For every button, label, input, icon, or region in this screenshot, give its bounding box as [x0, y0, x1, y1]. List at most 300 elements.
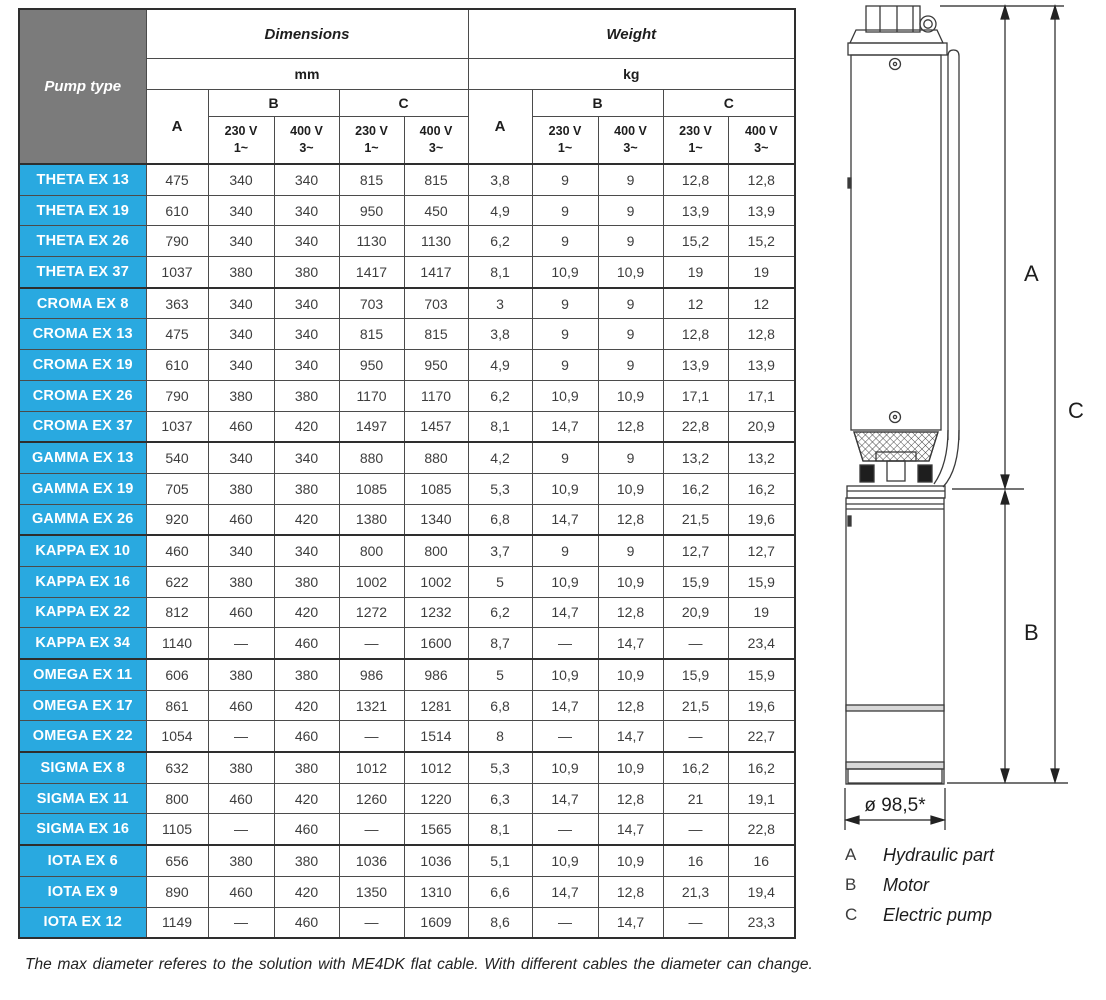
pump-spec-table-wrap	[18, 8, 796, 939]
value-cell: 15,9	[728, 659, 795, 690]
value-cell: 13,9	[728, 195, 795, 226]
pump-type-cell: SIGMA EX 8	[19, 752, 146, 783]
value-cell: 22,7	[728, 721, 795, 752]
value-cell: —	[663, 628, 728, 659]
value-cell: 4,9	[468, 350, 532, 381]
value-cell: 340	[274, 288, 339, 319]
value-cell: 8,1	[468, 411, 532, 442]
value-cell: 790	[146, 380, 208, 411]
value-cell: 20,9	[663, 597, 728, 628]
pump-spec-table	[18, 8, 796, 939]
value-cell: 10,9	[598, 473, 663, 504]
value-cell: 12,8	[598, 597, 663, 628]
value-cell: 9	[532, 195, 598, 226]
value-cell: 815	[339, 164, 404, 195]
value-cell: 1417	[339, 257, 404, 288]
dim-a-col-header: A	[146, 90, 208, 165]
legend-key: B	[845, 875, 857, 894]
value-cell: 460	[208, 504, 274, 535]
pump-type-cell: THETA EX 26	[19, 226, 146, 257]
pump-type-cell: CROMA EX 37	[19, 411, 146, 442]
table-row	[19, 195, 795, 226]
value-cell: 12,8	[598, 783, 663, 814]
pump-drawing-svg	[812, 0, 1106, 945]
value-cell: 9	[532, 350, 598, 381]
value-cell: 21,5	[663, 690, 728, 721]
value-cell: 14,7	[598, 721, 663, 752]
discharge-connector	[866, 6, 920, 32]
value-cell: —	[208, 814, 274, 845]
value-cell: 340	[274, 319, 339, 350]
value-cell: 15,2	[663, 226, 728, 257]
value-cell: 15,2	[728, 226, 795, 257]
value-cell: 9	[598, 226, 663, 257]
wt-c-400v-header: 400 V 3~	[728, 117, 795, 165]
value-cell: 4,2	[468, 442, 532, 473]
value-cell: 9	[598, 195, 663, 226]
value-cell: 812	[146, 597, 208, 628]
value-cell: 5	[468, 566, 532, 597]
value-cell: 13,2	[663, 442, 728, 473]
table-row	[19, 597, 795, 628]
pump-type-cell: KAPPA EX 22	[19, 597, 146, 628]
wt-b-400v-header: 400 V 3~	[598, 117, 663, 165]
value-cell: 815	[404, 319, 468, 350]
value-cell: 420	[274, 783, 339, 814]
value-cell: 10,9	[532, 566, 598, 597]
table-row	[19, 350, 795, 381]
weight-header: Weight	[468, 9, 795, 59]
value-cell: 815	[404, 164, 468, 195]
value-cell: 1036	[404, 845, 468, 876]
value-cell: 14,7	[532, 690, 598, 721]
value-cell: 3,8	[468, 319, 532, 350]
value-cell: 9	[598, 164, 663, 195]
pump-type-cell: SIGMA EX 11	[19, 783, 146, 814]
pump-type-cell: OMEGA EX 11	[19, 659, 146, 690]
table-row	[19, 845, 795, 876]
table-row	[19, 659, 795, 690]
dim-b-230v-header: 230 V 1~	[208, 117, 274, 165]
value-cell: 1105	[146, 814, 208, 845]
value-cell: 460	[208, 597, 274, 628]
dimensions-header: Dimensions	[146, 9, 468, 59]
value-cell: 622	[146, 566, 208, 597]
value-cell: —	[208, 907, 274, 938]
value-cell: 10,9	[598, 257, 663, 288]
value-cell: 14,7	[532, 411, 598, 442]
value-cell: 1085	[339, 473, 404, 504]
value-cell: 14,7	[598, 628, 663, 659]
value-cell: 19,4	[728, 876, 795, 907]
wt-a-col-header: A	[468, 90, 532, 165]
value-cell: 1002	[404, 566, 468, 597]
screw-icon	[890, 59, 901, 423]
cable-channel	[948, 50, 959, 440]
pump-body-drawing	[846, 6, 959, 784]
value-cell: 460	[274, 814, 339, 845]
table-row	[19, 814, 795, 845]
value-cell: 8,6	[468, 907, 532, 938]
value-cell: 340	[274, 350, 339, 381]
table-row	[19, 411, 795, 442]
value-cell: 9	[532, 442, 598, 473]
value-cell: 21	[663, 783, 728, 814]
value-cell: 5,1	[468, 845, 532, 876]
value-cell: —	[663, 814, 728, 845]
dim-label-a: A	[1024, 261, 1039, 286]
value-cell: 10,9	[598, 566, 663, 597]
value-cell: 610	[146, 350, 208, 381]
value-cell: 380	[208, 473, 274, 504]
value-cell: 340	[274, 535, 339, 566]
value-cell: 340	[274, 442, 339, 473]
value-cell: 1417	[404, 257, 468, 288]
value-cell: 14,7	[598, 814, 663, 845]
value-cell: 380	[208, 257, 274, 288]
pump-type-cell: THETA EX 19	[19, 195, 146, 226]
value-cell: 460	[208, 411, 274, 442]
legend-label: Motor	[883, 875, 930, 895]
dim-label-b: B	[1024, 620, 1039, 645]
value-cell: 9	[598, 350, 663, 381]
value-cell: 9	[532, 319, 598, 350]
value-cell: 12,8	[598, 411, 663, 442]
table-row	[19, 783, 795, 814]
wt-c-230v-header: 230 V 1~	[663, 117, 728, 165]
value-cell: 9	[598, 442, 663, 473]
table-row	[19, 164, 795, 195]
value-cell: —	[532, 814, 598, 845]
value-cell: 460	[274, 721, 339, 752]
value-cell: 4,9	[468, 195, 532, 226]
pump-type-cell: CROMA EX 26	[19, 380, 146, 411]
value-cell: 10,9	[598, 659, 663, 690]
value-cell: —	[339, 907, 404, 938]
value-cell: 15,9	[663, 566, 728, 597]
value-cell: 12,8	[598, 876, 663, 907]
value-cell: 340	[208, 350, 274, 381]
pump-type-cell: SIGMA EX 16	[19, 814, 146, 845]
value-cell: 420	[274, 504, 339, 535]
pump-type-cell: THETA EX 13	[19, 164, 146, 195]
value-cell: 1565	[404, 814, 468, 845]
value-cell: 8	[468, 721, 532, 752]
value-cell: 340	[208, 195, 274, 226]
value-cell: 6,8	[468, 690, 532, 721]
value-cell: 1514	[404, 721, 468, 752]
value-cell: 3	[468, 288, 532, 319]
value-cell: 800	[339, 535, 404, 566]
value-cell: 1281	[404, 690, 468, 721]
wt-b-col-header: B	[532, 90, 663, 117]
value-cell: 475	[146, 319, 208, 350]
value-cell: —	[339, 628, 404, 659]
value-cell: 703	[404, 288, 468, 319]
value-cell: 540	[146, 442, 208, 473]
value-cell: 1130	[404, 226, 468, 257]
value-cell: 340	[208, 164, 274, 195]
value-cell: 10,9	[598, 752, 663, 783]
pump-type-cell: CROMA EX 8	[19, 288, 146, 319]
value-cell: 23,4	[728, 628, 795, 659]
table-row	[19, 566, 795, 597]
value-cell: 6,3	[468, 783, 532, 814]
dimension-labels	[864, 261, 1084, 816]
value-cell: 23,3	[728, 907, 795, 938]
table-row	[19, 504, 795, 535]
value-cell: 14,7	[532, 597, 598, 628]
value-cell: 380	[208, 566, 274, 597]
table-row	[19, 442, 795, 473]
value-cell: 19	[663, 257, 728, 288]
value-cell: 6,8	[468, 504, 532, 535]
value-cell: 10,9	[532, 257, 598, 288]
value-cell: 1170	[339, 380, 404, 411]
value-cell: 12	[728, 288, 795, 319]
value-cell: 1037	[146, 411, 208, 442]
value-cell: 6,2	[468, 380, 532, 411]
value-cell: 420	[274, 876, 339, 907]
dim-c-230v-header: 230 V 1~	[339, 117, 404, 165]
value-cell: 16	[663, 845, 728, 876]
value-cell: 21,5	[663, 504, 728, 535]
value-cell: 16,2	[728, 473, 795, 504]
value-cell: 380	[274, 752, 339, 783]
value-cell: 340	[208, 535, 274, 566]
value-cell: 1380	[339, 504, 404, 535]
value-cell: 380	[208, 752, 274, 783]
value-cell: 10,9	[532, 752, 598, 783]
pump-type-cell: KAPPA EX 16	[19, 566, 146, 597]
value-cell: 5,3	[468, 752, 532, 783]
pump-type-cell: OMEGA EX 22	[19, 721, 146, 752]
pump-type-cell: IOTA EX 6	[19, 845, 146, 876]
value-cell: 790	[146, 226, 208, 257]
value-cell: 13,2	[728, 442, 795, 473]
kg-unit-header: kg	[468, 59, 795, 90]
value-cell: 460	[146, 535, 208, 566]
value-cell: 5	[468, 659, 532, 690]
value-cell: 880	[404, 442, 468, 473]
dim-label-c: C	[1068, 398, 1084, 423]
value-cell: 1037	[146, 257, 208, 288]
value-cell: 380	[274, 473, 339, 504]
value-cell: 10,9	[532, 659, 598, 690]
value-cell: 1130	[339, 226, 404, 257]
diameter-label: ø 98,5*	[864, 795, 926, 816]
value-cell: 13,9	[663, 350, 728, 381]
value-cell: 1457	[404, 411, 468, 442]
table-row	[19, 288, 795, 319]
value-cell: 460	[208, 876, 274, 907]
value-cell: 12	[663, 288, 728, 319]
value-cell: 1036	[339, 845, 404, 876]
value-cell: 340	[208, 288, 274, 319]
pump-type-cell: IOTA EX 9	[19, 876, 146, 907]
table-row	[19, 628, 795, 659]
table-row	[19, 473, 795, 504]
value-cell: 14,7	[532, 504, 598, 535]
value-cell: 703	[339, 288, 404, 319]
legend-item	[845, 905, 994, 926]
value-cell: 800	[404, 535, 468, 566]
value-cell: 1321	[339, 690, 404, 721]
pump-type-cell: OMEGA EX 17	[19, 690, 146, 721]
value-cell: 705	[146, 473, 208, 504]
pump-type-cell: IOTA EX 12	[19, 907, 146, 938]
value-cell: 1600	[404, 628, 468, 659]
value-cell: 1350	[339, 876, 404, 907]
value-cell: 17,1	[663, 380, 728, 411]
wt-b-230v-header: 230 V 1~	[532, 117, 598, 165]
value-cell: 19	[728, 257, 795, 288]
pump-diagram	[812, 0, 1106, 945]
value-cell: 380	[274, 380, 339, 411]
value-cell: 8,1	[468, 257, 532, 288]
value-cell: 380	[208, 659, 274, 690]
value-cell: 15,9	[663, 659, 728, 690]
table-row	[19, 319, 795, 350]
table-row	[19, 535, 795, 566]
dim-b-col-header: B	[208, 90, 339, 117]
value-cell: 1260	[339, 783, 404, 814]
value-cell: 5,3	[468, 473, 532, 504]
value-cell: 450	[404, 195, 468, 226]
value-cell: 380	[274, 659, 339, 690]
value-cell: 460	[208, 783, 274, 814]
value-cell: 475	[146, 164, 208, 195]
value-cell: 12,7	[663, 535, 728, 566]
value-cell: 20,9	[728, 411, 795, 442]
value-cell: 12,8	[598, 504, 663, 535]
value-cell: 15,9	[728, 566, 795, 597]
value-cell: 8,7	[468, 628, 532, 659]
motor-body	[846, 498, 944, 784]
value-cell: 10,9	[532, 380, 598, 411]
table-row	[19, 690, 795, 721]
value-cell: 9	[532, 164, 598, 195]
value-cell: 14,7	[598, 907, 663, 938]
dim-b-400v-header: 400 V 3~	[274, 117, 339, 165]
value-cell: 986	[404, 659, 468, 690]
value-cell: 380	[208, 380, 274, 411]
footnote: The max diameter referes to the solution with ME4DK flat cable. With different cables the diameter can change.	[25, 956, 813, 973]
value-cell: 16,2	[728, 752, 795, 783]
value-cell: 340	[208, 442, 274, 473]
table-row	[19, 257, 795, 288]
value-cell: 340	[208, 319, 274, 350]
value-cell: 9	[598, 535, 663, 566]
value-cell: —	[663, 721, 728, 752]
value-cell: 1609	[404, 907, 468, 938]
value-cell: 950	[404, 350, 468, 381]
value-cell: 6,2	[468, 226, 532, 257]
value-cell: 22,8	[728, 814, 795, 845]
value-cell: 363	[146, 288, 208, 319]
legend-item	[845, 875, 994, 896]
value-cell: 1012	[339, 752, 404, 783]
table-row	[19, 226, 795, 257]
value-cell: 3,8	[468, 164, 532, 195]
table-row	[19, 876, 795, 907]
pump-type-cell: CROMA EX 13	[19, 319, 146, 350]
suction-interconnector	[847, 486, 945, 498]
value-cell: 1310	[404, 876, 468, 907]
value-cell: 380	[274, 566, 339, 597]
value-cell: 1232	[404, 597, 468, 628]
legend-key: A	[845, 845, 857, 864]
pump-type-cell: GAMMA EX 13	[19, 442, 146, 473]
value-cell: 1002	[339, 566, 404, 597]
value-cell: 8,1	[468, 814, 532, 845]
legend-label: Electric pump	[883, 905, 993, 925]
value-cell: —	[532, 721, 598, 752]
value-cell: 880	[339, 442, 404, 473]
table-row	[19, 380, 795, 411]
value-cell: 10,9	[598, 845, 663, 876]
value-cell: 12,8	[598, 690, 663, 721]
pump-type-cell: KAPPA EX 10	[19, 535, 146, 566]
value-cell: 420	[274, 690, 339, 721]
value-cell: 19,6	[728, 690, 795, 721]
value-cell: 19	[728, 597, 795, 628]
value-cell: 1149	[146, 907, 208, 938]
pump-type-cell: THETA EX 37	[19, 257, 146, 288]
value-cell: 380	[208, 845, 274, 876]
legend-item	[845, 845, 994, 866]
value-cell: 19,6	[728, 504, 795, 535]
value-cell: 861	[146, 690, 208, 721]
pump-type-cell: GAMMA EX 19	[19, 473, 146, 504]
value-cell: 10,9	[532, 473, 598, 504]
value-cell: 606	[146, 659, 208, 690]
hydraulic-body	[851, 55, 941, 430]
value-cell: 10,9	[532, 845, 598, 876]
value-cell: 12,8	[663, 164, 728, 195]
value-cell: 656	[146, 845, 208, 876]
legend-key: C	[845, 905, 858, 924]
value-cell: 1170	[404, 380, 468, 411]
value-cell: 9	[532, 288, 598, 319]
value-cell: 16,2	[663, 752, 728, 783]
value-cell: 13,9	[728, 350, 795, 381]
value-cell: 610	[146, 195, 208, 226]
value-cell: 16,2	[663, 473, 728, 504]
legend-label: Hydraulic part	[883, 845, 995, 865]
value-cell: 815	[339, 319, 404, 350]
pump-type-cell: CROMA EX 19	[19, 350, 146, 381]
value-cell: 460	[274, 628, 339, 659]
value-cell: 1085	[404, 473, 468, 504]
table-row	[19, 907, 795, 938]
pump-type-cell: KAPPA EX 34	[19, 628, 146, 659]
wt-c-col-header: C	[663, 90, 795, 117]
dim-c-400v-header: 400 V 3~	[404, 117, 468, 165]
value-cell: 17,1	[728, 380, 795, 411]
value-cell: 13,9	[663, 195, 728, 226]
value-cell: 9	[598, 319, 663, 350]
value-cell: 340	[274, 164, 339, 195]
value-cell: 9	[532, 535, 598, 566]
table-row	[19, 721, 795, 752]
value-cell: —	[208, 628, 274, 659]
value-cell: 460	[208, 690, 274, 721]
value-cell: 1272	[339, 597, 404, 628]
value-cell: 1340	[404, 504, 468, 535]
dim-c-col-header: C	[339, 90, 468, 117]
value-cell: —	[208, 721, 274, 752]
